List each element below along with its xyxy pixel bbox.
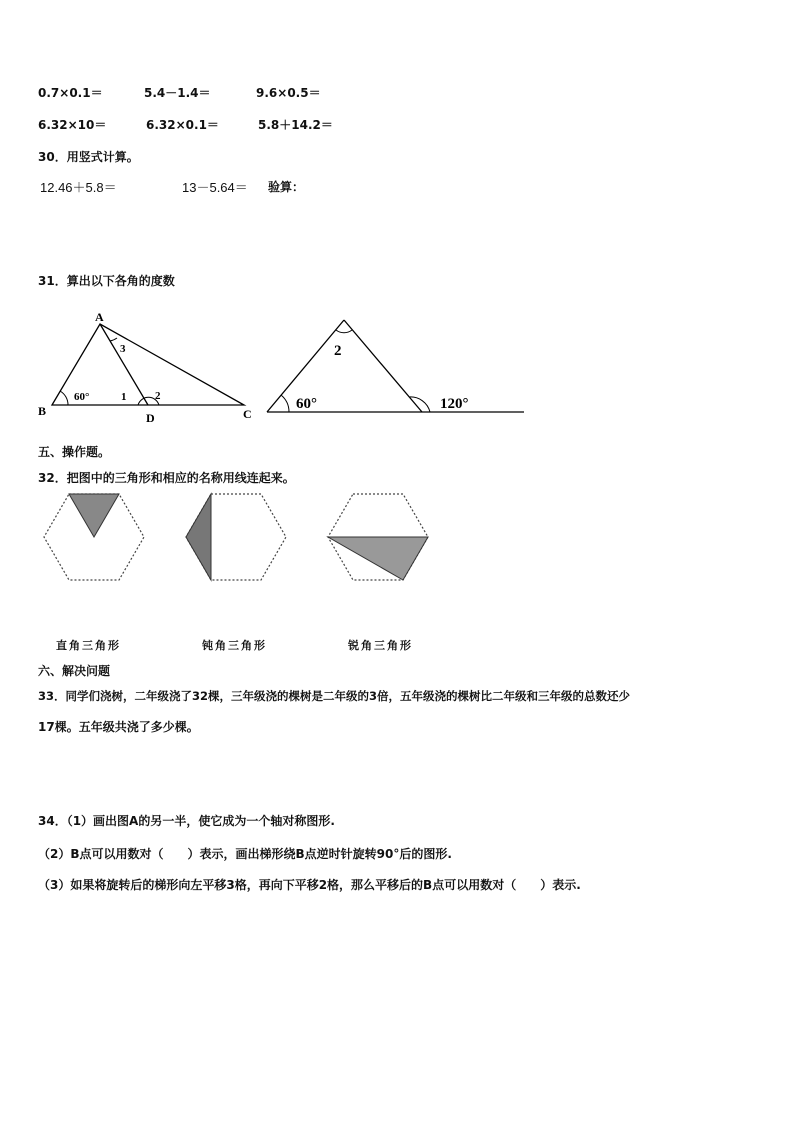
arith-item: 5.8＋14.2＝ (258, 118, 333, 132)
angle-120-label: 120° (440, 396, 469, 412)
q30-title: 30．用竖式计算。 (38, 150, 139, 164)
q34-part-3: （3）如果将旋转后的梯形向左平移3格，再向下平移2格，那么平移后的B点可以用数对（ ）表示. (38, 878, 581, 892)
q31-title: 31．算出以下各角的度数 (38, 274, 175, 288)
angle-60-label: 60° (296, 396, 317, 412)
q32-title: 32．把图中的三角形和相应的名称用线连起来。 (38, 471, 295, 485)
q33-line-1: 33．同学们浇树，二年级浇了32棵，三年级浇的棵树是二年级的3倍，五年级浇的棵树比二年级和三年级的总数还少 (38, 689, 631, 703)
angle-1-label: 1 (121, 391, 127, 403)
q31-exterior-angle-figure (262, 312, 532, 422)
hexagon-figure-3 (328, 492, 430, 582)
vertex-label-a: A (95, 310, 104, 324)
angle-3-label: 3 (120, 343, 126, 355)
arith-item: 6.32×0.1＝ (146, 118, 219, 132)
vertex-label-d: D (146, 411, 155, 425)
q30-expression-1: 12.46＋5.8＝ (40, 180, 117, 195)
hexagon-figure-2 (186, 492, 288, 582)
q34-part-1: 34．（1）画出图A的另一半，使它成为一个轴对称图形. (38, 814, 335, 828)
angle-2-label: 2 (334, 343, 342, 359)
arith-item: 9.6×0.5＝ (256, 86, 321, 100)
q31-triangle-figure (30, 308, 260, 423)
vertex-label-b: B (38, 404, 47, 418)
vertex-label-c: C (243, 407, 252, 421)
caption-obtuse-triangle: 钝角三角形 (202, 639, 267, 652)
q34-part-2: （2）B点可以用数对（ ）表示，画出梯形绕B点逆时针旋转90°后的图形. (38, 847, 452, 861)
angle-2-label: 2 (155, 390, 161, 402)
caption-acute-triangle: 锐角三角形 (348, 639, 413, 652)
angle-b-label: 60° (74, 391, 90, 403)
section-5-title: 五、操作题。 (38, 445, 111, 459)
q33-line-2: 17棵。五年级共浇了多少棵。 (38, 720, 199, 734)
arith-item: 0.7×0.1＝ (38, 86, 103, 100)
q30-expression-2: 13－5.64＝ (182, 180, 248, 195)
caption-right-triangle: 直角三角形 (56, 639, 121, 652)
q30-check-label: 验算： (268, 180, 305, 194)
arith-item: 5.4－1.4＝ (144, 86, 211, 100)
section-6-title: 六、解决问题 (38, 664, 111, 678)
hexagon-figure-1 (44, 492, 146, 582)
arith-item: 6.32×10＝ (38, 118, 107, 132)
